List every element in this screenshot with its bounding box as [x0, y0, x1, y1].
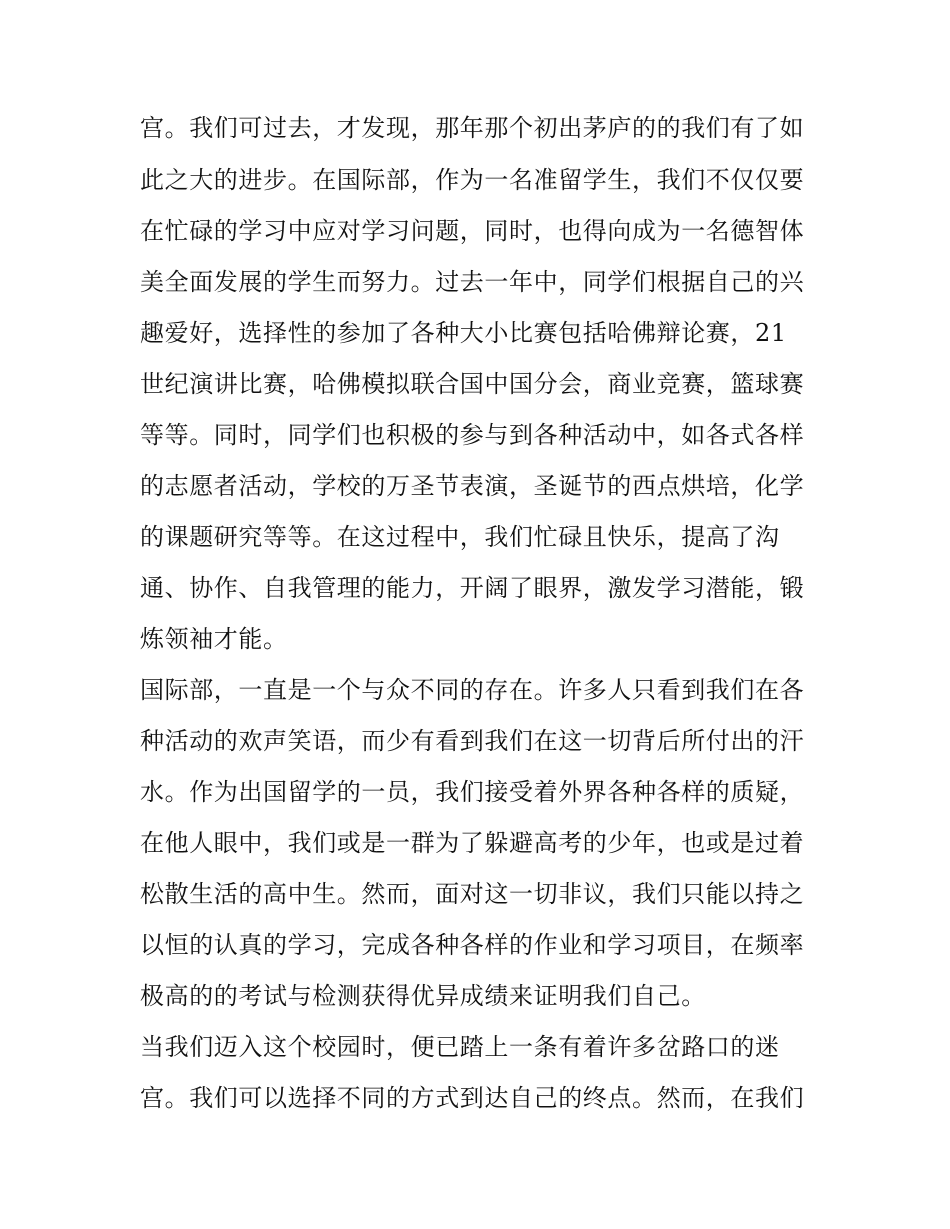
text-line: 通、协作、自我管理的能力，开阔了眼界，激发学习潜能，锻	[140, 574, 805, 602]
text-line: 松散生活的高中生。然而，面对这一切非议，我们只能以持之	[140, 880, 805, 908]
text-line: 以恒的认真的学习，完成各种各样的作业和学习项目，在频率	[140, 931, 805, 959]
text-line: 的志愿者活动，学校的万圣节表演，圣诞节的西点烘培，化学	[140, 472, 805, 500]
text-line: 等等。同时，同学们也积极的参与到各种活动中，如各式各样	[140, 421, 805, 449]
text-line: 宫。我们可过去，才发现，那年那个初出茅庐的的我们有了如	[140, 114, 805, 142]
text-line: 在他人眼中，我们或是一群为了躲避高考的少年，也或是过着	[140, 829, 805, 857]
text-line: 种活动的欢声笑语，而少有看到我们在这一切背后所付出的汗	[140, 727, 805, 755]
text-line: 美全面发展的学生而努力。过去一年中，同学们根据自己的兴	[140, 268, 805, 296]
text-line: 世纪演讲比赛，哈佛模拟联合国中国分会，商业竞赛，篮球赛	[140, 370, 805, 398]
text-line: 国际部，一直是一个与众不同的存在。许多人只看到我们在各	[140, 676, 805, 704]
text-line: 趣爱好，选择性的参加了各种大小比赛包括哈佛辩论赛，21	[140, 319, 787, 347]
text-line: 宫。我们可以选择不同的方式到达自己的终点。然而，在我们	[140, 1084, 805, 1112]
text-line: 水。作为出国留学的一员，我们接受着外界各种各样的质疑，	[140, 778, 805, 806]
text-line: 此之大的进步。在国际部，作为一名准留学生，我们不仅仅要	[140, 166, 805, 194]
text-line: 在忙碌的学习中应对学习问题，同时，也得向成为一名德智体	[140, 217, 805, 245]
text-line: 的课题研究等等。在这过程中，我们忙碌且快乐，提高了沟	[140, 523, 780, 551]
text-line: 炼领袖才能。	[140, 625, 288, 653]
text-line: 当我们迈入这个校园时，便已踏上一条有着许多岔路口的迷	[140, 1033, 780, 1061]
text-line: 极高的的考试与检测获得优异成绩来证明我们自己。	[140, 982, 706, 1010]
